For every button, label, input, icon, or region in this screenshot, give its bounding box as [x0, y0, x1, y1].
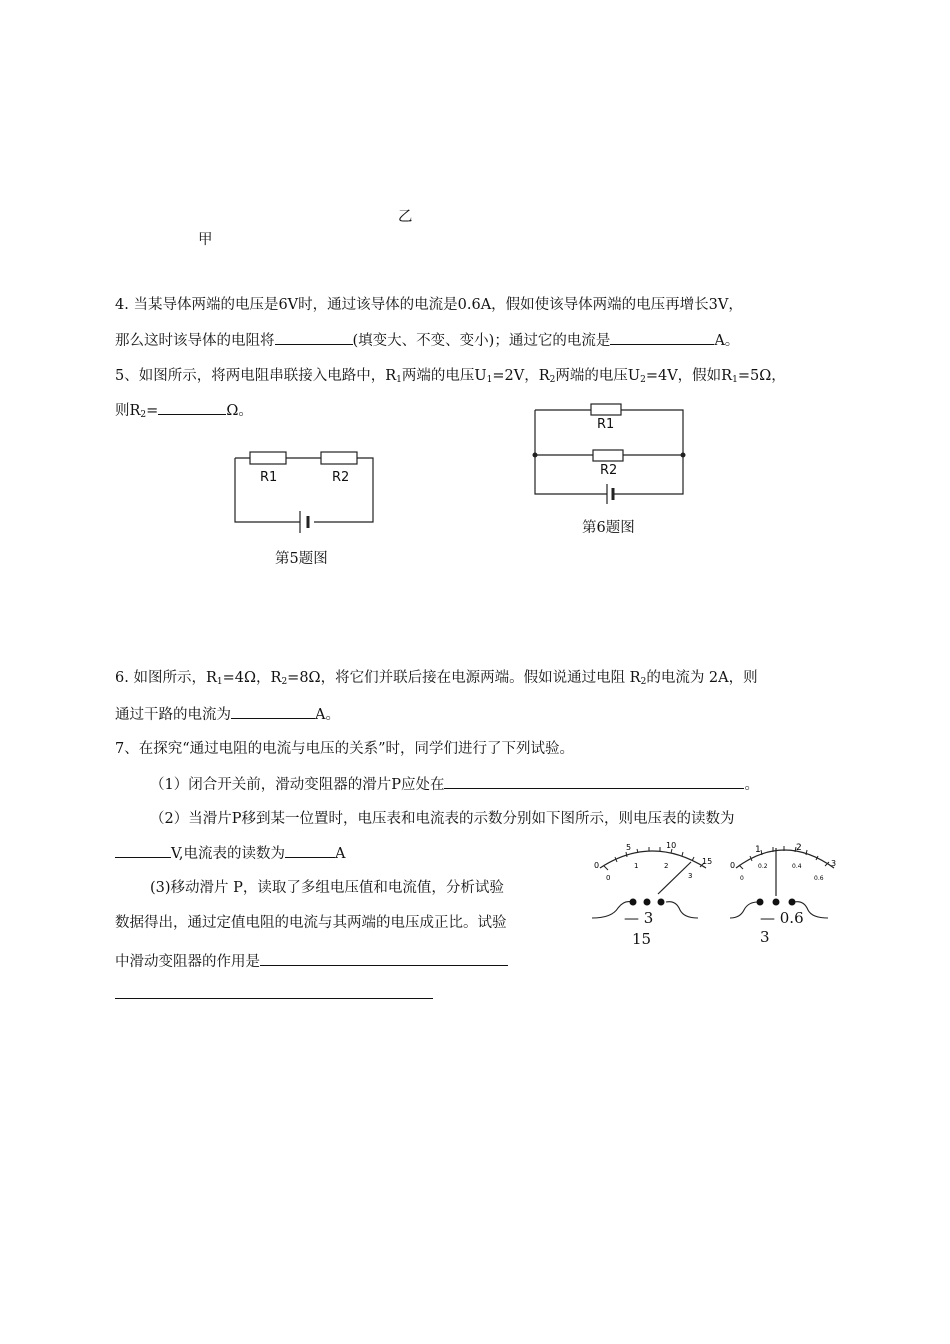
- q7-blank-voltage[interactable]: [115, 843, 171, 858]
- ammeter-inner-tick: 0: [740, 875, 744, 882]
- ammeter-terminal-below: 3: [760, 928, 770, 946]
- q7-part2-line1: （2）当滑片P移到某一位置时，电压表和电流表的示数分别如下图所示，则电压表的读数为: [150, 811, 735, 827]
- ammeter-outer-tick: 3: [831, 859, 837, 868]
- q5-blank-r2[interactable]: [158, 400, 226, 415]
- q5-line1: 5、如图所示，将两电阻串联接入电路中，$R_1$两端的电压$U_1=2V$，$R_2$两端的电压$U_2=4V$，假如$R_1=5\Omega$，: [115, 368, 786, 385]
- voltmeter-terminal-below: 15: [632, 930, 652, 948]
- q7-blank-rheostat-role[interactable]: [260, 951, 508, 966]
- figure-label-yi: 乙: [398, 209, 413, 225]
- q4-line1: 4. 当某导体两端的电压是6V时，通过该导体的电流是0.6A，假如使该导体两端的电压再增长3V，: [115, 297, 743, 313]
- ammeter-outer-tick: 2: [796, 843, 802, 853]
- voltmeter-inner-tick: 3: [688, 872, 693, 880]
- voltmeter-outer-tick: 5: [626, 843, 632, 852]
- ammeter-outer-tick: 1: [755, 845, 761, 855]
- voltmeter-inner-tick: 1: [634, 862, 639, 870]
- q4-line2: 那么这时该导体的电阻将 (填变大、不变、变小)；通过它的电流是 A。: [115, 330, 739, 351]
- ammeter-inner-tick: 0.4: [792, 863, 802, 870]
- q7-part3-line3: 中滑动变阻器的作用是: [115, 951, 508, 972]
- q5-circuit-diagram: [230, 446, 380, 526]
- ammeter-inner-tick: 0.2: [758, 863, 768, 870]
- q4-blank-resistance[interactable]: [275, 330, 353, 345]
- q6-circuit-diagram: [533, 400, 685, 498]
- voltmeter-outer-tick: 10: [666, 841, 677, 850]
- voltmeter-diagram: [590, 840, 720, 930]
- q4-blank-current[interactable]: [610, 330, 714, 345]
- q7-part2-line2: V,电流表的读数为 A: [115, 843, 346, 864]
- ammeter-outer-tick: 0: [730, 861, 736, 870]
- voltmeter-outer-tick: 0: [594, 861, 600, 870]
- q6-figure-caption: 第6题图: [582, 520, 635, 536]
- q5-r1-label: R1: [260, 470, 278, 485]
- q5-line2: 则$R_2= \Omega$。: [115, 400, 253, 425]
- q7-answer-line[interactable]: [115, 998, 433, 999]
- voltmeter-outer-tick: 15: [702, 857, 713, 866]
- q7-blank-slider-position[interactable]: [444, 774, 744, 789]
- voltmeter-needle: [658, 862, 691, 894]
- q6-line2: 通过干路的电流为 A。: [115, 704, 340, 725]
- q6-line1: 6. 如图所示，$R_1=4\Omega$，$R_2=8\Omega$，将它们并联后接在电源两端。假如说通过电阻 $R_2$的电流为 2A，则: [115, 670, 758, 687]
- voltmeter-inner-tick: 0: [606, 874, 611, 882]
- q5-figure-caption: 第5题图: [275, 551, 328, 567]
- q6-r2-label: R2: [600, 463, 618, 478]
- q7-blank-current[interactable]: [285, 843, 335, 858]
- voltmeter-terminal-label: — 3: [624, 909, 654, 927]
- q7-intro: 7、在探究“通过电阻的电流与电压的关系”时，同学们进行了下列试验。: [115, 741, 575, 757]
- figure-label-jia: 甲: [198, 232, 213, 248]
- q5-r2-label: R2: [332, 470, 350, 485]
- q7-part1: （1）闭合开关前，滑动变阻器的滑片P应处在 。: [150, 774, 759, 795]
- ammeter-inner-tick: 0.6: [814, 875, 824, 882]
- q7-part3-line2: 数据得出，通过定值电阻的电流与其两端的电压成正比。试验: [115, 915, 507, 931]
- voltmeter-inner-tick: 2: [664, 862, 669, 870]
- ammeter-terminal-label: — 0.6: [760, 909, 804, 927]
- q6-blank-current[interactable]: [231, 704, 315, 719]
- q6-r1-label: R1: [597, 417, 615, 432]
- q7-part3-line1: (3)移动滑片 P，读取了多组电压值和电流值，分析试验: [150, 880, 504, 896]
